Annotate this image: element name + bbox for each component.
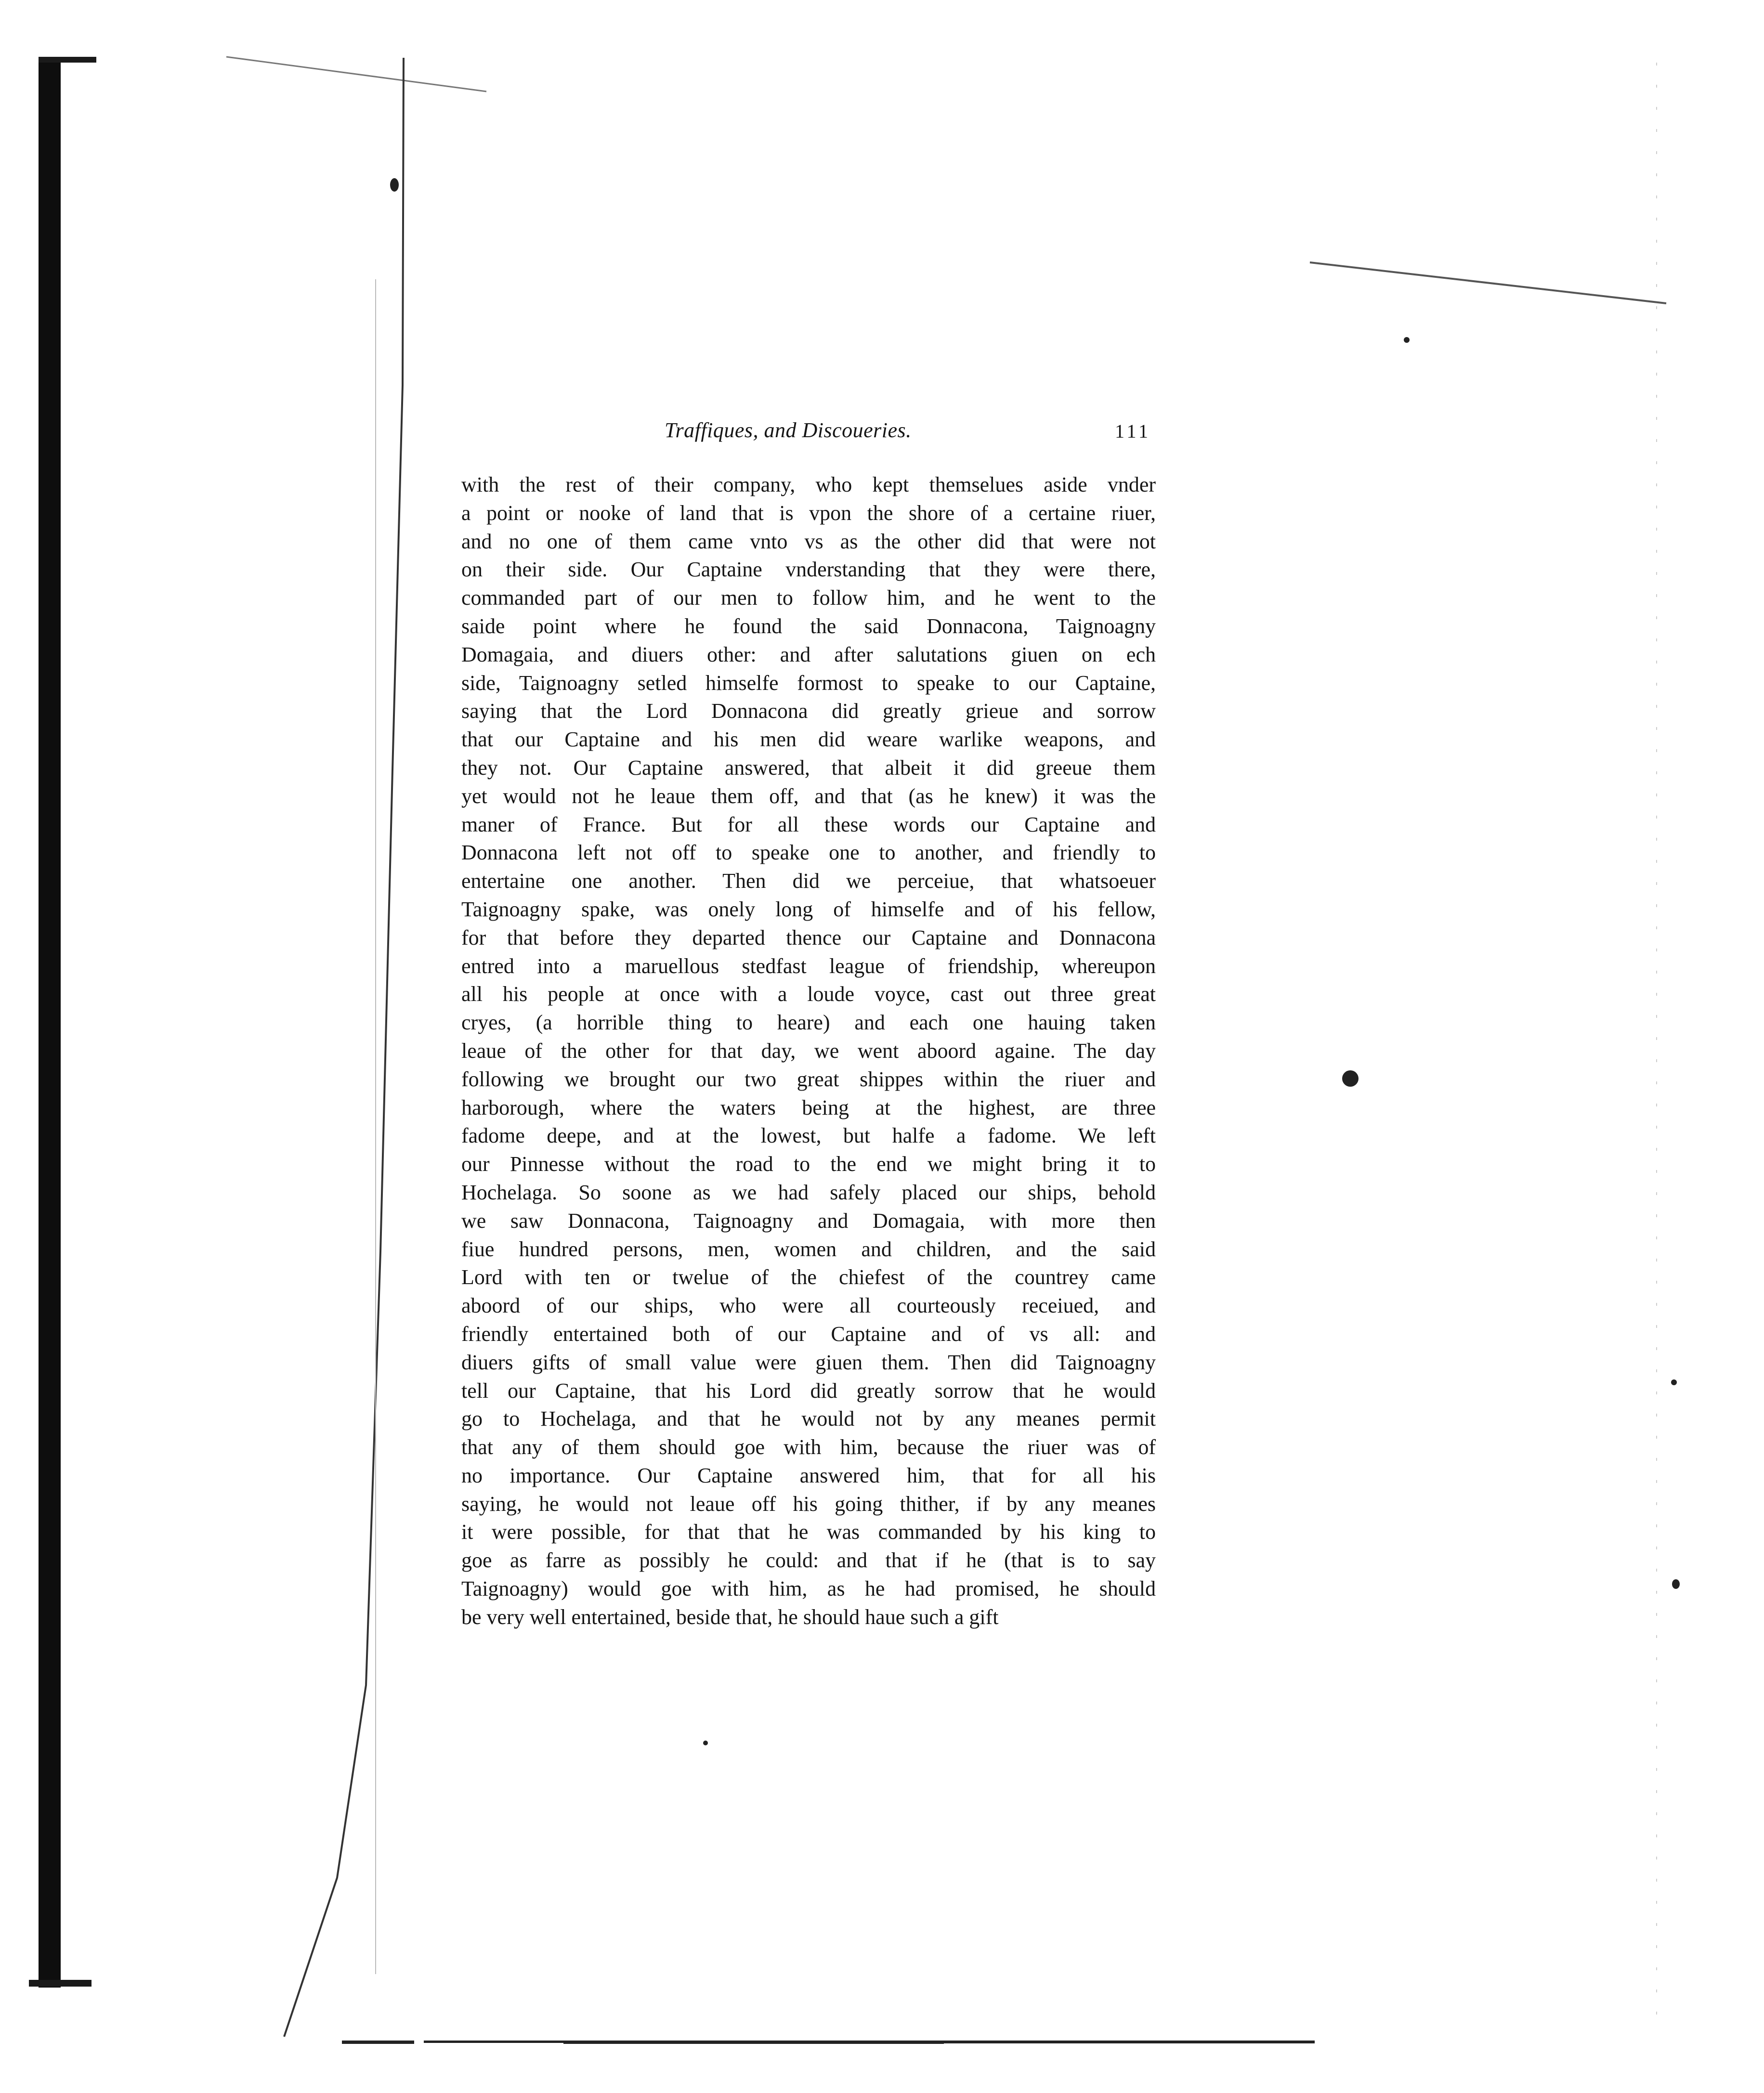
text-line: saying that the Lord Donnacona did greatly grieue and sorrow <box>461 699 1156 723</box>
text-line: that any of them should goe with him, because the riuer was of <box>461 1435 1156 1459</box>
text-line: fiue hundred persons, men, women and children, and the said <box>461 1237 1156 1261</box>
bottom-rule <box>944 2041 1315 2043</box>
page-header <box>462 418 1161 447</box>
text-line: be very well entertained, beside that, he should haue such a gift <box>461 1605 999 1629</box>
text-line: no importance. Our Captaine answered him, that for all his <box>461 1463 1156 1487</box>
text-line: saide point where he found the said Donnacona, Taignoagny <box>461 614 1156 638</box>
ink-speck <box>1671 1379 1677 1385</box>
ink-speck <box>1672 1579 1680 1589</box>
text-line: on their side. Our Captaine vnderstanding that they were there, <box>461 558 1156 582</box>
text-line: it were possible, for that that he was commanded by his king to <box>461 1520 1156 1544</box>
text-line: friendly entertained both of our Captaine and of vs all: and <box>461 1322 1156 1346</box>
text-line: a point or nooke of land that is vpon the shore of a certaine riuer, <box>461 501 1156 525</box>
text-line: entertaine one another. Then did we perceiue, that whatsoeuer <box>461 869 1156 893</box>
text-line: yet would not he leaue them off, and that (as he knew) it was the <box>461 784 1156 808</box>
text-line: cryes, (a horrible thing to heare) and each one hauing taken <box>461 1011 1156 1035</box>
bottom-rule <box>424 2041 568 2043</box>
text-line: Hochelaga. So soone as we had safely placed our ships, behold <box>461 1180 1156 1204</box>
text-line: saying, he would not leaue off his going thither, if by any meanes <box>461 1492 1156 1516</box>
text-line: our Pinnesse without the road to the end we might bring it to <box>461 1152 1156 1176</box>
text-line: leaue of the other for that day, we went aboord againe. The day <box>461 1039 1156 1063</box>
text-line: fadome deepe, and at the lowest, but halfe a fadome. We left <box>461 1124 1156 1148</box>
text-line: all his people at once with a loude voyce, cast out three great <box>461 982 1156 1006</box>
text-line: side, Taignoagny setled himselfe formost to speake to our Captaine, <box>461 671 1156 695</box>
text-line: Domagaia, and diuers other: and after salutations giuen on ech <box>461 642 1156 666</box>
ink-speck <box>1342 1070 1359 1087</box>
ink-speck <box>1404 337 1410 343</box>
text-line: diuers gifts of small value were giuen them. Then did Taignoagny <box>461 1350 1156 1374</box>
text-line: Lord with ten or twelue of the chiefest of the countrey came <box>461 1265 1156 1289</box>
text-line: goe as farre as possibly he could: and that if he (that is to say <box>461 1548 1156 1573</box>
text-line: commanded part of our men to follow him, and he went to the <box>461 586 1156 610</box>
text-line: with the rest of their company, who kept themselues aside vnder <box>461 473 1156 496</box>
running-head: Traffiques, and Discoueries. <box>665 418 912 442</box>
text-line: that our Captaine and his men did weare warlike weapons, and <box>461 728 1156 752</box>
text-line: aboord of our ships, who were all courteously receiued, and <box>461 1294 1156 1318</box>
text-line: we saw Donnacona, Taignoagny and Domagaia, with more then <box>461 1209 1156 1233</box>
text-line: for that before they departed thence our Captaine and Donnacona <box>461 925 1156 949</box>
text-line: they not. Our Captaine answered, that albeit it did greeue them <box>461 755 1156 780</box>
text-line: maner of France. But for all these words our Captaine and <box>461 812 1156 836</box>
text-line: go to Hochelaga, and that he would not by any meanes permit <box>461 1407 1156 1431</box>
text-line: and no one of them came vnto vs as the other did that were not <box>461 529 1156 553</box>
bottom-rule <box>342 2041 414 2044</box>
text-line: tell our Captaine, that his Lord did greatly sorrow that he would <box>461 1378 1156 1403</box>
text-line: following we brought our two great shippes within the riuer and <box>461 1067 1156 1091</box>
text-line: Taignoagny spake, was onely long of himselfe and of his fellow, <box>461 897 1156 921</box>
text-line: entred into a maruellous stedfast league of friendship, whereupon <box>461 954 1156 978</box>
bottom-rule <box>563 2041 944 2044</box>
body-text <box>461 471 1156 1632</box>
text-line: harborough, where the waters being at the highest, are three <box>461 1095 1156 1119</box>
ink-speck <box>703 1741 708 1745</box>
text-line: Taignoagny) would goe with him, as he had promised, he should <box>461 1577 1156 1601</box>
text-line: Donnacona left not off to speake one to another, and friendly to <box>461 841 1156 865</box>
ink-speck <box>390 178 399 192</box>
page-number: 111 <box>1114 420 1151 442</box>
